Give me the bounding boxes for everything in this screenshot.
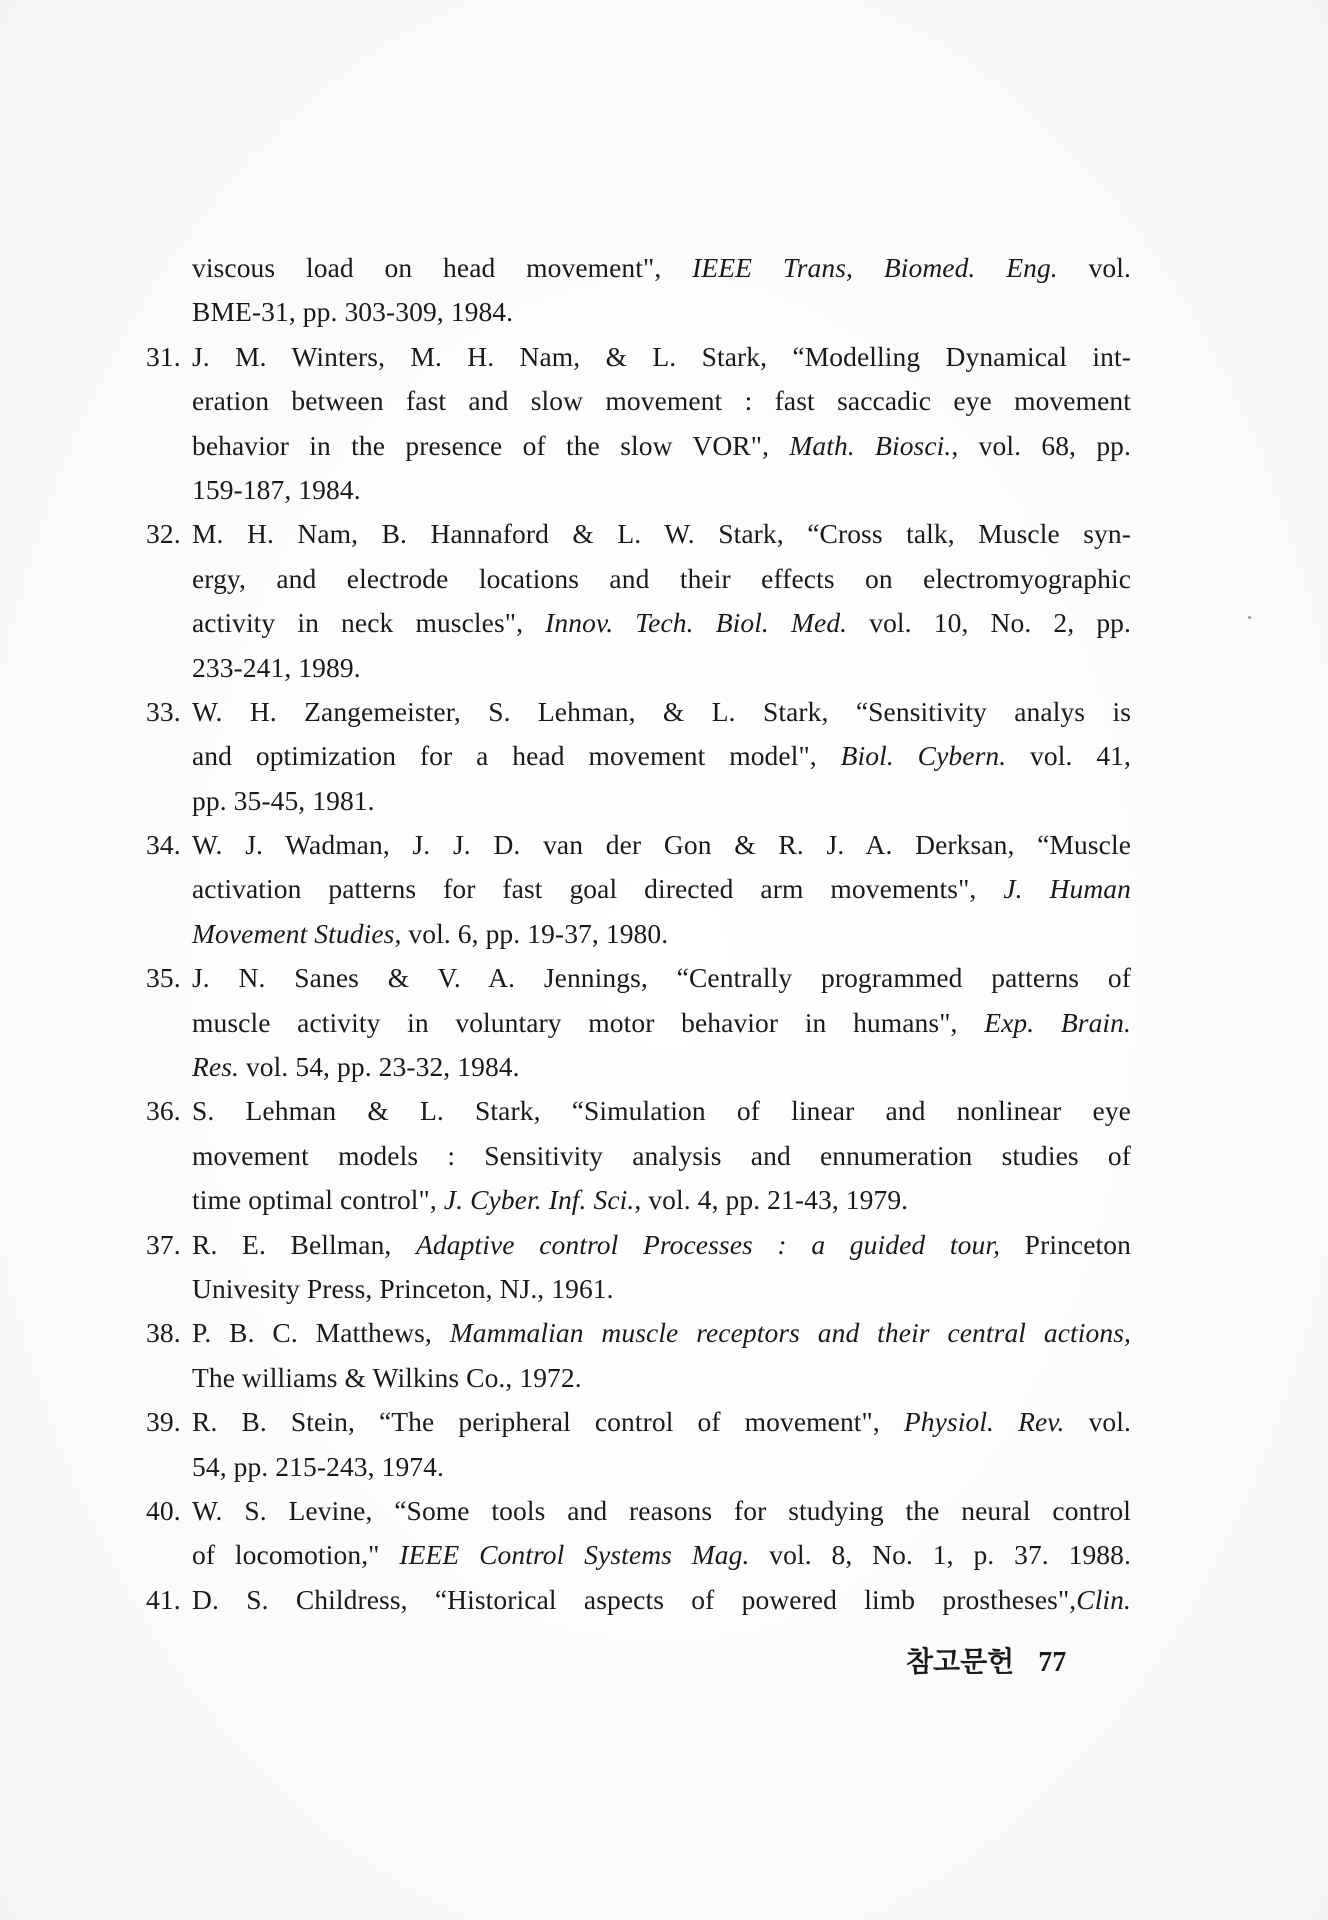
italic-title: Innov. Tech. Biol. Med. xyxy=(545,607,848,639)
text-run: BME-31, pp. 303-309, 1984. xyxy=(192,296,514,328)
reference-line xyxy=(146,1356,1131,1400)
reference-number: 32. xyxy=(146,518,181,550)
reference-text xyxy=(192,1134,1131,1178)
text-run: activation patterns for fast goal directed arm movements", xyxy=(192,873,1004,905)
italic-title: Math. Biosci. xyxy=(789,429,952,461)
reference-text xyxy=(192,1489,1131,1533)
italic-title: Res. xyxy=(192,1051,239,1083)
reference-text xyxy=(192,1267,1131,1311)
text-run: ergy, and electrode locations and their effects on electromyographic xyxy=(192,562,1131,594)
reference-text xyxy=(192,1311,1131,1355)
text-run: vol. xyxy=(1057,252,1131,283)
reference-number: 34. xyxy=(146,829,181,861)
scan-speck xyxy=(1248,616,1251,619)
reference-line xyxy=(146,779,1131,823)
text-run: muscle activity in voluntary motor behavior in humans", xyxy=(192,1006,985,1038)
reference-line xyxy=(146,601,1131,645)
text-run: activity in neck muscles", xyxy=(192,607,546,639)
italic-title: Exp. Brain. xyxy=(984,1006,1131,1038)
reference-line xyxy=(146,1045,1131,1089)
text-run: 233-241, 1989. xyxy=(192,651,361,683)
page-footer xyxy=(906,1640,1066,1680)
italic-title: IEEE Control Systems Mag. xyxy=(399,1539,750,1571)
reference-text xyxy=(192,1400,1131,1444)
reference-line xyxy=(146,1267,1131,1311)
reference-line xyxy=(146,557,1131,601)
text-run: vol. 41, xyxy=(1006,740,1132,772)
reference-number: 33. xyxy=(146,695,181,727)
text-run: J. M. Winters, M. H. Nam, & L. Stark, “Modelling Dynamical int- xyxy=(192,340,1131,372)
italic-title: J. Cyber. Inf. Sci. xyxy=(443,1184,635,1216)
reference-text xyxy=(192,557,1131,601)
italic-title: J. Human xyxy=(1003,873,1131,905)
text-run: 159-187, 1984. xyxy=(192,473,361,505)
reference-line xyxy=(146,1445,1131,1489)
reference-line xyxy=(146,867,1131,911)
italic-title: IEEE Trans, Biomed. Eng. xyxy=(692,252,1058,283)
reference-text xyxy=(192,779,1131,823)
reference-number: 35. xyxy=(146,962,181,994)
text-run: eration between fast and slow movement : fast saccadic eye movement xyxy=(192,385,1131,417)
reference-line xyxy=(146,424,1131,468)
reference-text xyxy=(192,290,1131,334)
reference-line xyxy=(146,646,1131,690)
text-run: viscous load on head movement", xyxy=(192,252,693,283)
text-run: , vol. 68, pp. xyxy=(951,429,1131,461)
reference-text xyxy=(192,424,1131,468)
text-run: D. S. Childress, “Historical aspects of powered limb prostheses", xyxy=(192,1583,1077,1615)
text-run: pp. 35-45, 1981. xyxy=(192,784,375,816)
reference-line xyxy=(146,1311,1131,1355)
reference-line xyxy=(146,1178,1131,1222)
italic-title: Movement Studies, xyxy=(192,917,402,949)
reference-line xyxy=(146,1134,1131,1178)
reference-line xyxy=(146,379,1131,423)
reference-number: 38. xyxy=(146,1317,181,1349)
text-run: vol. 8, No. 1, p. 37. 1988. xyxy=(749,1539,1131,1571)
reference-line xyxy=(146,1001,1131,1045)
text-run: Princeton xyxy=(1000,1228,1131,1260)
italic-title: Physiol. Rev. xyxy=(903,1406,1065,1438)
text-run: vol. 6, pp. 19-37, 1980. xyxy=(401,917,669,949)
reference-text xyxy=(192,1578,1131,1622)
text-run: vol. 10, No. 2, pp. xyxy=(847,607,1131,639)
reference-text xyxy=(192,956,1131,1000)
reference-number: 36. xyxy=(146,1095,181,1127)
reference-number: 40. xyxy=(146,1494,181,1526)
text-run: vol. 54, pp. 23-32, 1984. xyxy=(238,1051,520,1083)
reference-text xyxy=(192,1356,1131,1400)
section-label: 참고문헌 xyxy=(906,1645,1015,1678)
reference-line xyxy=(146,1400,1131,1444)
reference-text xyxy=(192,912,1131,956)
reference-line xyxy=(146,246,1131,290)
italic-title: Mammalian muscle receptors and their central actions, xyxy=(449,1317,1131,1349)
reference-line xyxy=(146,1223,1131,1267)
reference-text xyxy=(192,246,1131,290)
text-run: R. E. Bellman, xyxy=(192,1228,417,1260)
reference-text xyxy=(192,1001,1131,1045)
reference-line xyxy=(146,468,1131,512)
text-run: J. N. Sanes & V. A. Jennings, “Centrally programmed patterns of xyxy=(192,962,1131,994)
reference-text xyxy=(192,1178,1131,1222)
text-run: W. J. Wadman, J. J. D. van der Gon & R. J. A. Derksan, “Muscle xyxy=(192,829,1131,861)
reference-text xyxy=(192,1045,1131,1089)
reference-text xyxy=(192,1533,1131,1577)
reference-line xyxy=(146,290,1131,334)
reference-text xyxy=(192,1445,1131,1489)
reference-text xyxy=(192,823,1131,867)
text-run: movement models : Sensitivity analysis and ennumeration studies of xyxy=(192,1139,1131,1171)
reference-number: 31. xyxy=(146,340,181,372)
reference-line xyxy=(146,1578,1131,1622)
reference-text xyxy=(192,690,1131,734)
text-run: behavior in the presence of the slow VOR", xyxy=(192,429,790,461)
text-run: and optimization for a head movement model", xyxy=(192,740,841,772)
reference-text xyxy=(192,1089,1131,1133)
reference-line xyxy=(146,512,1131,556)
italic-title: Clin. xyxy=(1076,1583,1131,1615)
reference-line xyxy=(146,823,1131,867)
text-run: M. H. Nam, B. Hannaford & L. W. Stark, “Cross talk, Muscle syn- xyxy=(192,518,1131,550)
reference-line xyxy=(146,1533,1131,1577)
reference-text xyxy=(192,867,1131,911)
reference-text xyxy=(192,646,1131,690)
reference-line xyxy=(146,734,1131,778)
reference-number: 41. xyxy=(146,1583,181,1615)
text-run: vol. xyxy=(1064,1406,1131,1438)
text-run: , vol. 4, pp. 21-43, 1979. xyxy=(634,1184,909,1216)
reference-text xyxy=(192,468,1131,512)
reference-line xyxy=(146,1489,1131,1533)
text-run: P. B. C. Matthews, xyxy=(192,1317,450,1349)
reference-line xyxy=(146,912,1131,956)
reference-text xyxy=(192,379,1131,423)
reference-number: 39. xyxy=(146,1406,181,1438)
text-run: The williams & Wilkins Co., 1972. xyxy=(192,1361,582,1393)
reference-text xyxy=(192,601,1131,645)
reference-text xyxy=(192,512,1131,556)
reference-line xyxy=(146,1089,1131,1133)
reference-text xyxy=(192,335,1131,379)
italic-title: Biol. Cybern. xyxy=(840,740,1007,772)
reference-line xyxy=(146,335,1131,379)
text-run: S. Lehman & L. Stark, “Simulation of linear and nonlinear eye xyxy=(192,1095,1131,1127)
reference-line xyxy=(146,690,1131,734)
reference-text xyxy=(192,734,1131,778)
text-run: R. B. Stein, “The peripheral control of movement", xyxy=(192,1406,904,1438)
reference-list xyxy=(146,246,1131,1622)
page-number: 77 xyxy=(1038,1647,1067,1678)
text-run: Univesity Press, Princeton, NJ., 1961. xyxy=(192,1272,614,1304)
reference-line xyxy=(146,956,1131,1000)
italic-title: Adaptive control Processes : a guided tour, xyxy=(416,1228,1001,1260)
text-run: W. S. Levine, “Some tools and reasons for studying the neural control xyxy=(192,1494,1131,1526)
text-run: of locomotion," xyxy=(192,1539,400,1571)
reference-number: 37. xyxy=(146,1228,181,1260)
text-run: W. H. Zangemeister, S. Lehman, & L. Stark, “Sensitivity analys is xyxy=(192,695,1131,727)
text-run: 54, pp. 215-243, 1974. xyxy=(192,1450,444,1482)
text-run: time optimal control", xyxy=(192,1184,444,1216)
reference-text xyxy=(192,1223,1131,1267)
